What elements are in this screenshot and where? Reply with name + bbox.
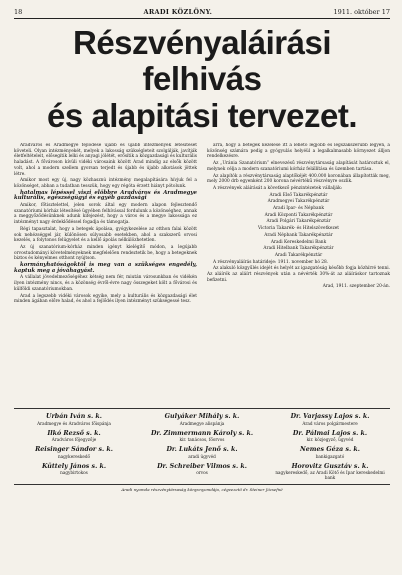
newspaper-name: ARADI KÖZLÖNY.: [143, 8, 213, 16]
signer-name: Gulyáker Mihály s. k.: [164, 413, 240, 420]
paragraph: A részvények aláírását a következő pénzintézetek vállalják:: [213, 185, 343, 191]
paragraph: Amikor, főtisztelettel, jelen sorok által egy modern alapon fejlesztendő szanatóriumi kórház létesítésé ügyében felhívással fordulunk a közönséghez, annak a meggyőződésünknek adunk kifejezést, hogy a város és a megye lakossága ez intézményt nagy érdeklődéssel fogadja és támogatja.: [14, 203, 197, 226]
paragraph: hatalmas lépéssel viszi előbbre Aradváros és Aradmegye kulturális, egészségügyi és egyéb gazdasági: [14, 189, 197, 202]
article-body: [14, 143, 390, 405]
signer: [14, 413, 134, 426]
signer-role: Arad város polgármestere: [302, 420, 358, 426]
paragraph: arra, hogy a betegek kezelése itt a lehető legjobb és legszakszerűbb legyen, a közönség számára pedig a gyógyulás helyéül a legalkalmasabb környezet álljon rendelkezésre.: [207, 143, 390, 160]
right-column: [207, 143, 390, 405]
signers-grid: [14, 413, 390, 480]
paragraph: Aradi Hitelbank Takarékpénztár: [263, 246, 334, 252]
signer-role: kir. tanácsos, főorvos: [179, 437, 225, 442]
newspaper-page: [14, 8, 390, 567]
signer-name: Küttely János s. k.: [41, 462, 107, 470]
paragraph: Victoria Takarék- és Hitelszövetkezet: [258, 226, 339, 232]
paragraph: Az alapítók a részvénytársaság alaptőkéjét 400.000 koronában állapították meg, mely 2000 drb egyenként 200 korona névértékű részvényre oszlik.: [207, 173, 390, 185]
printer-footer: Aradi nyomda részvénytársaság könyvnyomdája, cégvezető dr. Steiner Józsefné: [14, 484, 390, 492]
paragraph: Aradi Takarékpénztár: [274, 252, 323, 258]
signer-name: Dr. Varjassy Lajos s. k.: [290, 413, 370, 420]
paragraph: Arad, 1911. szeptember 20-án.: [322, 284, 390, 290]
paragraph: Aradváros és Aradmegye fejlődése újabb és újabb intézmények létesítését követeli. Olyan intézményekét, melyek a lakosság szükségleteit szolgálják, javítják életfeltételeit, elősegítik lelki és anyagi jólétét, erősítik a közgazdasági és kulturális haladást. A fővároson kívüli vidéki városaink között Arad mindig az elsők között volt, ahol a modern szellem gyorsan terjedt és újabb és újabb alkotások jöttek létre.: [14, 143, 197, 177]
signer-role: nagybirtokos: [60, 470, 88, 475]
paragraph: Aradi Népbank Takarékpénztár: [264, 232, 333, 238]
signer: [142, 413, 262, 426]
signer: [270, 446, 390, 459]
paragraph: Arad a legszebb vidéki városok egyike, mely a kulturális és közgazdasági élet minden ágában előre halad, és ahol a fejlődés ilyen intézményt szükségessé tesz.: [14, 293, 197, 305]
signer: [14, 463, 134, 481]
paragraph: Amikor most egy új, nagy közhasznú intézmény megalapítására hívjuk fel a közönséget, abban a tudatban tesszük, hogy egy régóta érzett hiányt pótolunk.: [14, 178, 197, 189]
signer: [14, 430, 134, 443]
paragraph: A vállalat jövedelmezőségéhez kétség nem fér, miután városunkban és vidékén ilyen intézmény nincs, és a közönség évről-évre nagy összegeket költ a fővárosi és külföldi szanatóriumokban.: [14, 275, 197, 292]
paragraph: Aradi Kereskedelmi Bank: [270, 239, 327, 245]
signer: [14, 446, 134, 459]
signer: [270, 463, 390, 481]
signer-role: Aradmegye és Aradváros főispánja: [37, 420, 111, 426]
headline-line-1: Részvényaláirási felhivás: [72, 24, 331, 97]
signer-name: Horovitz Gusztáv s. k.: [291, 462, 369, 470]
paragraph: Az alakuló közgyűlés idejét és helyét az igazgatóság később fogja közhírré tenni. Az aláírók az aláírt részvények után a névérték 30%-át az aláíráskor tartoznak befizetni.: [207, 266, 390, 283]
paragraph: Aradi Első Takarékpénztár: [269, 192, 328, 198]
signer-role: Aradmegye alispánja: [179, 420, 225, 426]
signer-name: Reisinger Sándor s. k.: [35, 446, 113, 453]
signer: [142, 446, 262, 459]
signer-role: Aradváros főjegyzője: [51, 437, 97, 442]
signer-role: kir. közjegyző, ügyvéd: [306, 437, 354, 442]
divider: [14, 408, 390, 409]
paragraph: Aradmegyei Takarékpénztár: [267, 199, 330, 205]
paragraph: Aradi Központi Takarékpénztár: [264, 212, 333, 218]
signer-role: aradi ügyvéd: [188, 453, 216, 459]
signer-name: Dr. Lukáts Jenő s. k.: [166, 446, 238, 453]
paragraph: Aradi Ipar- és Népbank: [273, 206, 324, 212]
signer-name: Nemes Géza s. k.: [300, 446, 360, 453]
page-header: [14, 8, 390, 19]
left-column: [14, 143, 197, 405]
signer: [270, 430, 390, 443]
signer-role: orvos: [196, 470, 208, 475]
page-number: 18: [14, 8, 23, 16]
paragraph: Régi tapasztalat, hogy a betegek ápolása, gyógykezelése az otthon falai között sok nehézséggel jár, különösen súlyosabb esetekben, ahol a szakszerű orvosi kezelés, a folytonos felügyelet és a kellő ápolás nélkülözhetetlen.: [14, 226, 197, 244]
signer: [270, 413, 390, 426]
signer: [142, 430, 262, 443]
signer-name: Urbán Iván s. k.: [45, 413, 102, 420]
signer-name: Dr. Schreiber Vilmos s. k.: [157, 462, 247, 470]
signer-name: Dr. Pálmai Lajos s. k.: [292, 429, 368, 437]
headline-line-2: és alapitási tervezet.: [46, 97, 357, 134]
signer-role: bankigazgató: [315, 453, 345, 459]
signer-role: nagykereskedő: [57, 453, 91, 459]
signer-name: Dr. Zimmermann Károly s. k.: [150, 429, 254, 437]
signer-role: nagykereskedő, az Aradi Kötő és Ipar kereskedelmi bank: [275, 470, 385, 480]
paragraph: Aradi Polgári Takarékpénztár: [266, 219, 331, 225]
issue-date: 1911. október 17: [333, 8, 390, 16]
paragraph: kormányhatóságoktól is meg van a szükséges engedély, kaptuk meg a jóváhagyást.: [14, 262, 197, 274]
paragraph: Az új szanatórium-kórház minden igényt kielégítő módon, a legújabb orvostudományi követelményeknek megfelelően rendeztetik be, hogy a betegeknek biztos és kényelmes otthont nyújtson.: [14, 244, 197, 262]
signer-name: Ilkó Rezső s. k.: [47, 429, 101, 437]
paragraph: A részvényaláírás határideje: 1911. november hó 28.: [213, 259, 329, 265]
signer: [142, 463, 262, 481]
paragraph: Az „Uránia Szanatórium” elnevezésű részvénytársaság alapítását határoztuk el, melynek célja a modern szanatóriumi kórház felállítása és üzemben tartása.: [207, 161, 390, 172]
